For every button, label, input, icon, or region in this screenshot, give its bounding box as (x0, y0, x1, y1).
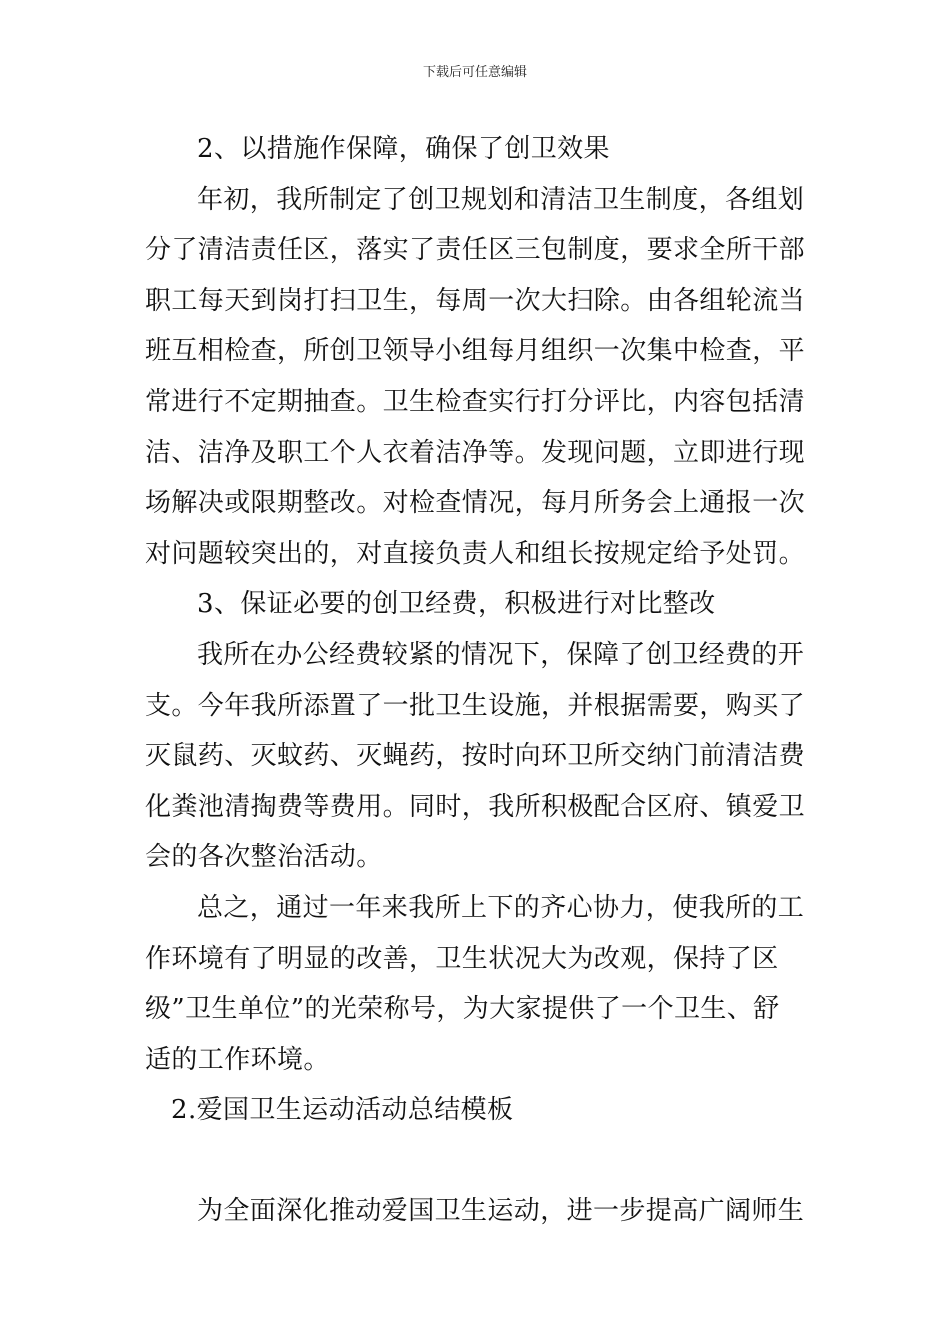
page-header: 下载后可任意编辑 (422, 65, 527, 80)
paragraph-line: 常进行不定期抽查。卫生检查实行打分评比，内容包括清 (145, 386, 806, 417)
paragraph-line: 作环境有了明显的改善，卫生状况大为改观，保持了区 (145, 943, 779, 974)
document-body (145, 124, 810, 1237)
paragraph-line: 化粪池清掏费等费用。同时，我所积极配合区府、镇爱卫 (145, 791, 806, 822)
paragraph-line: 灭鼠药、灭蚊药、灭蝇药，按时向环卫所交纳门前清洁费 (145, 741, 806, 772)
blank-line (145, 1136, 810, 1187)
paragraph-line: 为全面深化推动爱国卫生运动，进一步提高广阔师生 (197, 1196, 805, 1227)
paragraph-line: 支。今年我所添置了一批卫生设施，并根据需要，购买了 (145, 690, 806, 721)
paragraph-line: 会的各次整治活动。 (145, 842, 383, 873)
paragraph-line: 适的工作环境。 (145, 1044, 330, 1075)
paragraph-line: 班互相检查，所创卫领导小组每月组织一次集中检查，平 (145, 336, 806, 367)
paragraph-line: 级”卫生单位”的光荣称号，为大家提供了一个卫生、舒 (145, 994, 780, 1025)
paragraph-line: 职工每天到岗打扫卫生，每周一次大扫除。由各组轮流当 (145, 285, 806, 316)
paragraph-line: 年初，我所制定了创卫规划和清洁卫生制度，各组划 (197, 184, 805, 215)
paragraph-line: 我所在办公经费较紧的情况下，保障了创卫经费的开 (197, 639, 805, 670)
paragraph-line: 分了清洁责任区，落实了责任区三包制度，要求全所干部 (145, 235, 806, 266)
paragraph-line: 对问题较突出的，对直接负责人和组长按规定给予处罚。 (145, 538, 806, 569)
section-heading: 2、以措施作保障，确保了创卫效果 (197, 134, 610, 164)
paragraph-line: 洁、洁净及职工个人衣着洁净等。发现问题，立即进行现 (145, 437, 806, 468)
paragraph-line: 总之，通过一年来我所上下的齐心协力，使我所的工 (197, 892, 805, 923)
paragraph-line: 场解决或限期整改。对检查情况，每月所务会上通报一次 (145, 488, 806, 519)
section-title: 2.爱国卫生运动活动总结模板 (171, 1095, 514, 1126)
section-heading: 3、保证必要的创卫经费，积极进行对比整改 (197, 589, 716, 620)
